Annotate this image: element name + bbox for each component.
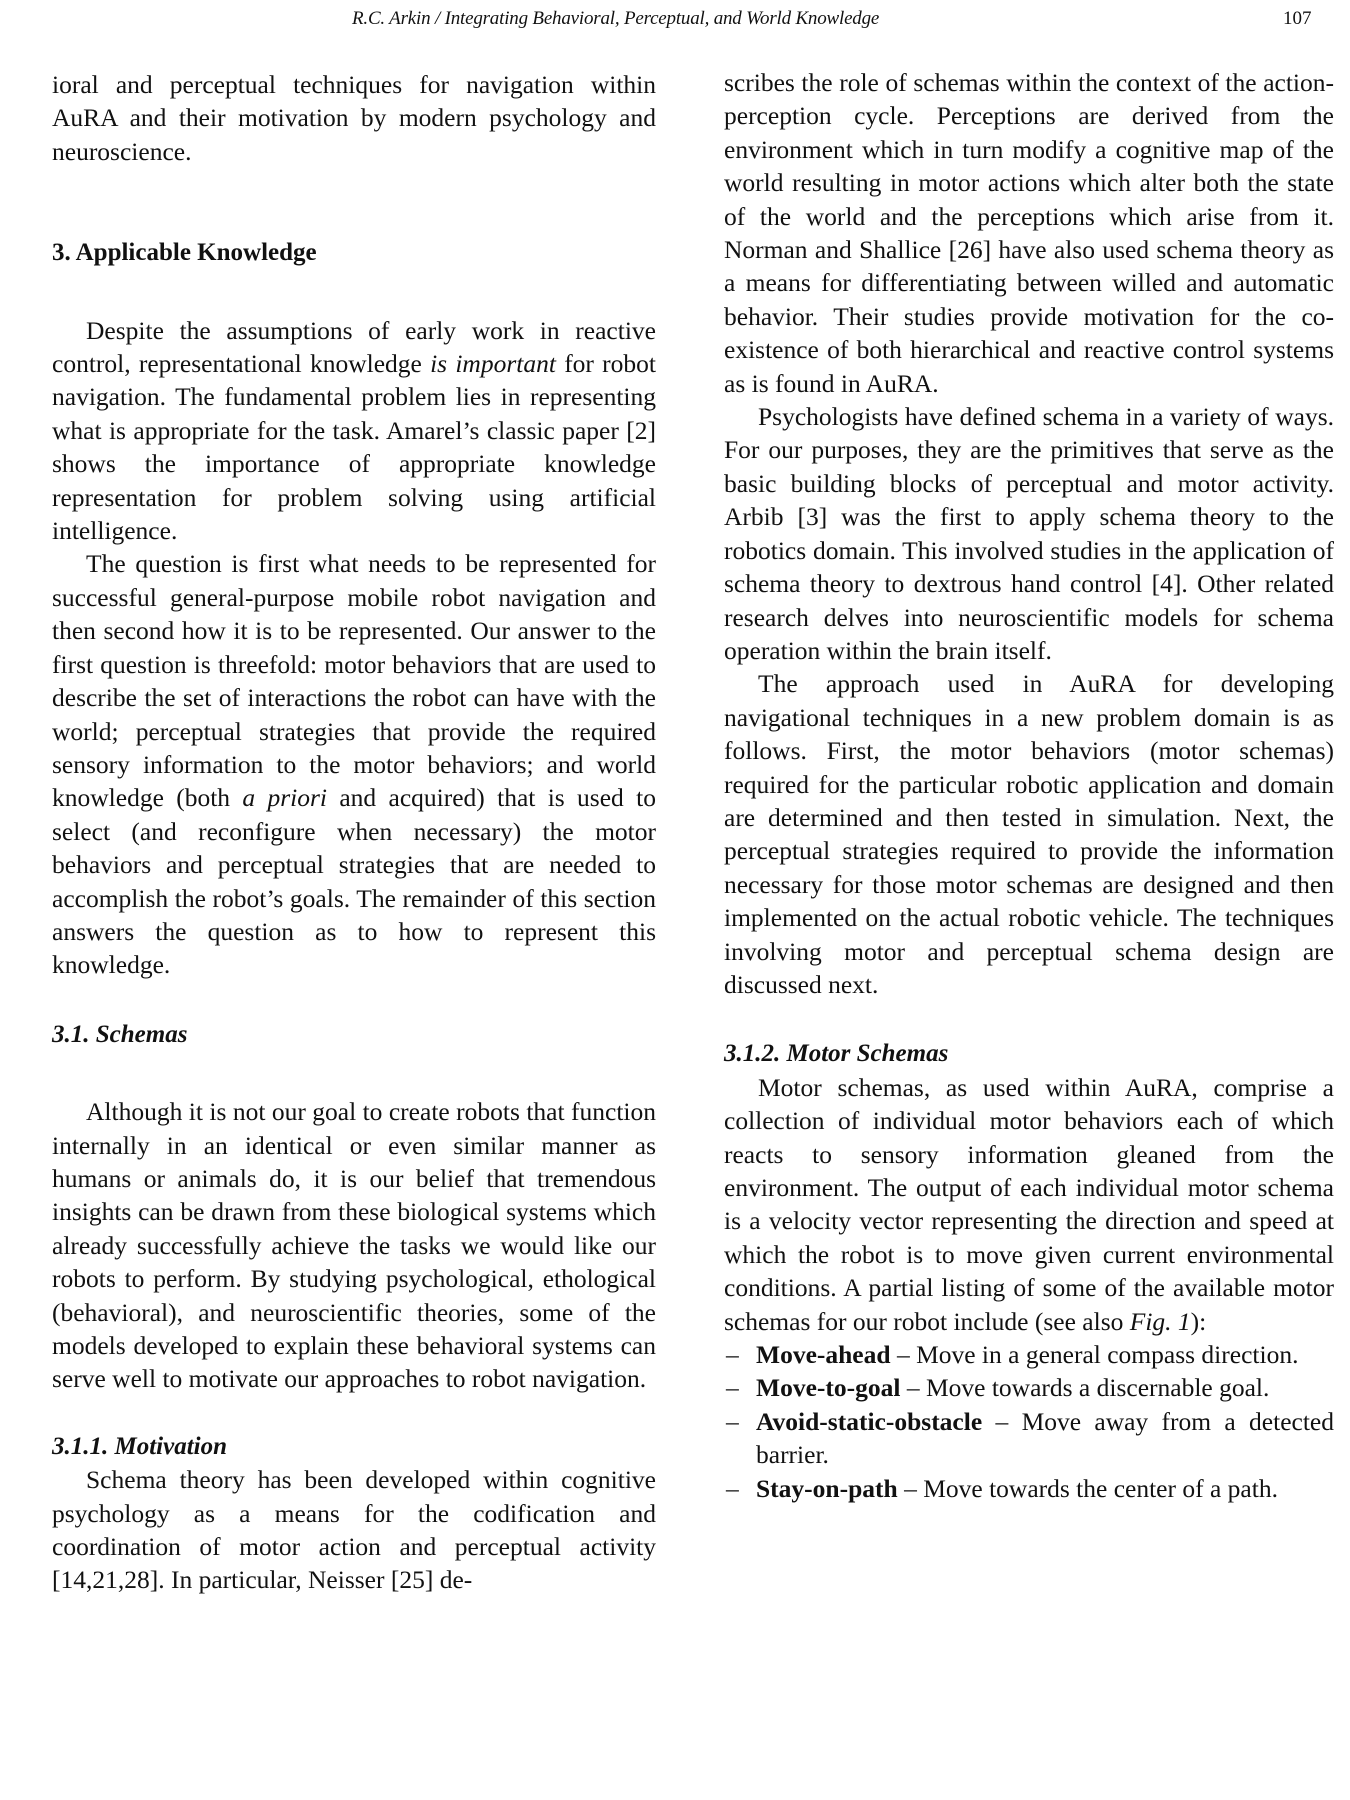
paragraph-representational-knowledge: Despite the assumptions of early work in reactive control, representational knowledge is important for robot navigation. The fundamental problem lies in representing what is appropriate for the task. Amarel’s classic paper [2] shows the importance of appropriate knowledge representation for problem solving using artificial intelligence.: [52, 315, 656, 546]
list-item: – Move-ahead – Move in a general compass direction.: [724, 1338, 1334, 1371]
motor-schema-list: [724, 1338, 1334, 1505]
left-column: [52, 68, 656, 1597]
paragraph-neisser-continuation: scribes the role of schemas within the context of the action-perception cycle. Perceptions are derived from the environment which in turn modify a cognitive map of the world resulting in motor actions which alter both the state of the world and the perceptions which arise from it. Norman and Shallice [26] have also used schema theory as a means for differentiating between willed and automatic behavior. Their studies provide motivation for the co-existence of both hierarchical and reactive control systems as is found in AuRA.: [724, 68, 1334, 398]
emphasis-a-priori: a priori: [242, 783, 328, 813]
schema-term: Move-to-goal: [756, 1373, 901, 1403]
list-item: – Stay-on-path – Move towards the center of a path.: [724, 1472, 1334, 1505]
section-heading-schemas: 3.1. Schemas: [52, 1020, 188, 1048]
emphasis-is-important: is important: [430, 349, 556, 379]
paragraph-psychologists: Psychologists have defined schema in a variety of ways. For our purposes, they are the primitives that serve as the basic building blocks of perceptual and motor activity. Arbib [3] was the first to apply schema theory to the robotics domain. This involved studies in the application of schema theory to dextrous hand control [4]. Other related research delves into neuroscientific models for schema operation within the brain itself.: [724, 402, 1334, 665]
section-heading-motivation: 3.1.1. Motivation: [52, 1432, 228, 1460]
schema-description: Move towards the center of a path.: [923, 1473, 1278, 1503]
figure-reference: Fig. 1: [1129, 1306, 1191, 1336]
section-heading-applicable-knowledge: 3. Applicable Knowledge: [52, 239, 317, 267]
list-item: – Move-to-goal – Move towards a discernable goal.: [724, 1371, 1334, 1404]
paragraph-the-question: The question is first what needs to be represented for successful general-purpose mobile robot navigation and then second how it is to be represented. Our answer to the first question is threefold: motor behaviors that are used to describe the set of interactions the robot can have with the world; perceptual strategies that provide the required sensory information to the motor behaviors; and world knowledge (both a priori and acquired) that is used to select (and reconfigure when necessary) the motor behaviors and perceptual strategies that are needed to accomplish the robot’s goals. The remainder of this section answers the question as to how to represent this knowledge.: [52, 549, 656, 980]
running-title: R.C. Arkin / Integrating Behavioral, Perceptual, and World Knowledge: [352, 8, 880, 29]
list-item: – Avoid-static-obstacle – Move away from a detected barrier.: [726, 1406, 1334, 1470]
paragraph-motor-schemas: Motor schemas, as used within AuRA, comprise a collection of individual motor behaviors each of which reacts to sensory information gleaned from the environment. The output of each individual motor schema is a velocity vector representing the direction and speed at which the robot is to move given current environmental conditions. A partial listing of some of the available motor schemas for our robot include (see also Fig. 1):: [724, 1072, 1334, 1336]
right-column: [724, 66, 1334, 1505]
running-head: [0, 6, 1350, 36]
schema-description: Move towards a discernable goal.: [925, 1373, 1270, 1403]
dash-bullet: –: [726, 1373, 739, 1403]
schema-description: Move away from a detected barrier.: [756, 1406, 1334, 1470]
page-number: 107: [1283, 8, 1312, 29]
schema-term: Move-ahead: [756, 1340, 891, 1370]
schema-term: Stay-on-path: [756, 1473, 898, 1503]
dash-bullet: –: [726, 1473, 739, 1503]
dash-bullet: –: [726, 1340, 739, 1370]
paragraph-schemas: Although it is not our goal to create robots that function internally in an identical or even similar manner as humans or animals do, it is our belief that tremendous insights can be drawn from these biological systems which already successfully achieve the tasks we would like our robots to perform. By studying psychological, ethological (behavioral), and neuroscientific theories, some of the models developed to explain these behavioral systems can serve well to motivate our approaches to robot navigation.: [52, 1097, 656, 1394]
schema-term: Avoid-static-obstacle: [756, 1406, 983, 1436]
schema-description: Move in a general compass direction.: [916, 1340, 1299, 1370]
paragraph-motivation: Schema theory has been developed within cognitive psychology as a means for the codification and coordination of motor action and perceptual activity [14,21,28]. In particular, Neisser [25] de-: [52, 1465, 656, 1595]
paragraph-approach: The approach used in AuRA for developing navigational techniques in a new problem domain is as follows. First, the motor behaviors (motor schemas) required for the particular robotic application and domain are determined and then tested in simulation. Next, the perceptual strategies required to provide the information necessary for those motor schemas are designed and then implemented on the actual robotic vehicle. The techniques involving motor and perceptual schema design are discussed next.: [724, 669, 1334, 999]
dash-bullet: –: [726, 1406, 739, 1436]
intro-continuation: ioral and perceptual techniques for navigation within AuRA and their motivation by modern psychology and neuroscience.: [52, 70, 656, 166]
section-heading-motor-schemas: 3.1.2. Motor Schemas: [724, 1040, 949, 1068]
